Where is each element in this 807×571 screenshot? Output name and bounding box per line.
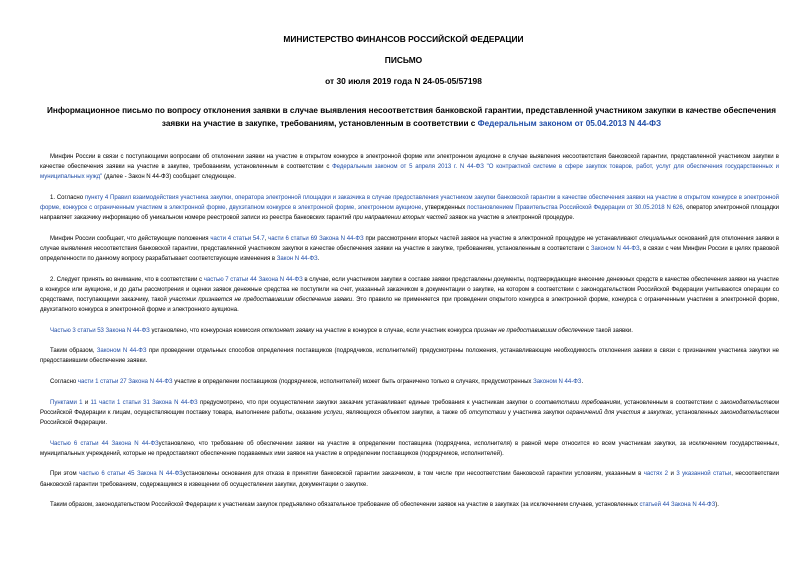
text-run: ,: [264, 235, 269, 242]
paragraph-6: [40, 377, 779, 387]
emphasis: услуги: [323, 409, 343, 416]
text-run: такой заявки.: [593, 327, 633, 334]
text-run: установлено, что конкурсная комиссия: [149, 327, 262, 334]
text-run: у участника закупки: [505, 409, 567, 416]
text-run: Таким образом,: [50, 348, 97, 355]
text-run: (далее - Закон N 44-ФЗ) сообщает следующее.: [102, 174, 236, 181]
text-run: . Это правило не применяется при проведении открытого конкурса в электронной форме, конкурса с ограниченным участием в электронной форме, двухэтапного конкурса в электронной форме и электронного аукциона.: [40, 296, 779, 313]
text-run: Российской Федерации.: [40, 419, 108, 426]
paragraph-7: [40, 398, 779, 428]
text-run: .: [317, 255, 320, 262]
points-1-link[interactable]: Пунктами 1: [50, 399, 83, 406]
text-run: 2. Следует принять во внимание, что в соответствии с: [50, 276, 204, 283]
text-run: Минфин России в связи с поступающими вопросами об отклонении заявки на участие в открытом конкурсе в электронной форме или электронном аукционе в случае выявления несоответствия банковской гарантии, представленной участником закупки в качестве обеспечения заявки на участие в закупке, требованиям, установленным в соответствии с: [40, 154, 779, 171]
emphasis: специальных: [639, 235, 677, 242]
text-run: Таким образом, законодательством Российской Федерации к участникам закупок предъявлено обязательное требование об обеспечении заявок на участие в закупках (за исключением случаев, установленных: [50, 502, 640, 509]
law-link[interactable]: Законом N 44-ФЗ: [533, 379, 582, 386]
emphasis: ограничений для участия в закупках: [566, 409, 672, 416]
paragraph-3: [40, 275, 779, 315]
text-run: 1. Согласно: [50, 194, 85, 201]
emphasis: признан не предоставившим обеспечение: [473, 327, 594, 334]
text-run: в случае, если участником закупки в составе заявки представлены документы, подтверждающие внесение денежных средств в качестве обеспечения заявки на участие в конкурсе или аукционе, и до даты рассмотрения и оценки заявок денежные средства не поступили на счет, указанный заказчиком в документации о закупке, на котором в соответствии с законодательством Российской Федерации учитываются операции со средствами, поступающими заказчику, такой: [40, 276, 780, 303]
article-54-7-link[interactable]: части 4 статьи 54.7: [210, 235, 265, 242]
text-run: Российской Федерации к лицам, осуществляющим поставку товара, выполнение работы, оказание: [40, 409, 324, 416]
title-law-link[interactable]: Федеральным законом от 05.04.2013 N 44-ФЗ: [477, 119, 662, 128]
text-run: , утвержденных: [421, 204, 468, 211]
text-run: установлено, что требование об обеспечении заявки на участие в определении поставщика (подрядчика, исполнителя) в равной мере относится ко всем участникам закупки, за исключением государственных, муниципальных учреждений, которые не предоставляют обеспечение подаваемых ими заявок на участие в определении поставщиков (подрядчиков, исполнителей).: [40, 440, 779, 457]
document-body: [40, 152, 779, 521]
paragraph-9: [40, 469, 779, 489]
article-31-link[interactable]: 11 части 1 статьи 31 Закона N 44-ФЗ: [90, 399, 198, 406]
article-27-link[interactable]: части 1 статьи 27 Закона N 44-ФЗ: [77, 379, 173, 386]
text-run: участие в определении поставщиков (подрядчиков, исполнителей) может быть ограничено только в случаях, предусмотренных: [172, 379, 534, 386]
text-run: и: [668, 471, 677, 478]
paragraph-1: [40, 193, 779, 223]
text-run: при проведении отдельных способов определения поставщиков (подрядчиков, исполнителей) предусмотрены положения, устанавливающие необходимость отклонения заявки в связи с признанием участника закупки не предоставившим обеспечение заявки.: [40, 348, 779, 365]
law-44fz-link[interactable]: Федеральным законом от 5 апреля 2013 г. N 44-ФЗ "О контрактной системе в сфере закупок товаров, работ, услуг для обеспечения государственных и муниципальных нужд": [40, 164, 779, 181]
emphasis: законодательством: [720, 409, 779, 416]
paragraph-8: [40, 439, 779, 459]
text-run: при рассмотрении вторых частей заявок на участие в электронной процедуре не устанавливают: [363, 235, 640, 242]
emphasis: соответствии требованиям: [535, 399, 621, 406]
text-run: .: [581, 379, 584, 386]
article-44-link[interactable]: статьей 44 Закона N 44-ФЗ: [639, 502, 716, 509]
document-title: [40, 104, 783, 130]
part-3-link[interactable]: 3 указанной статьи: [676, 471, 732, 478]
document-title-text: Информационное письмо по вопросу отклонения заявки в случае выявления несоответствия банковской гарантии, представленной участником закупки в качестве обеспечения заявки на участие в закупке, требованиям, установленным в соответствии с: [47, 106, 776, 128]
text-run: , в связи с чем Минфин России в целях правовой определенности по данному вопросу разрабатывает соответствующие изменения в: [40, 245, 779, 262]
emphasis: отклоняет заявку: [261, 327, 315, 334]
text-run: , оператор электронной площадки направляет заказчику информацию об уникальном номере реестровой записи из реестра банковских гарантий: [40, 204, 779, 222]
article-45-link[interactable]: частью 6 статьи 45 Закона N 44-ФЗ: [79, 471, 183, 478]
document-date: от 30 июля 2019 года N 24-05-05/57198: [325, 76, 482, 86]
text-run: При этом: [50, 471, 80, 478]
law-link[interactable]: Законом N 44-ФЗ: [590, 245, 640, 252]
text-run: на участие в конкурсе в случае, если участник конкурса: [314, 327, 474, 334]
article-53-link[interactable]: Частью 3 статьи 53 Закона N 44-ФЗ: [50, 327, 150, 334]
text-run: Согласно: [50, 379, 78, 386]
law-link[interactable]: Закон N 44-ФЗ: [276, 255, 318, 262]
resolution-626-link[interactable]: постановлением Правительства Российской Федерации от 30.05.2018 N 626: [467, 204, 683, 211]
paragraph-5: [40, 346, 779, 366]
text-run: заявок на участие в электронной процедуре.: [447, 215, 575, 222]
ministry-name: МИНИСТЕРСТВО ФИНАНСОВ РОССИЙСКОЙ ФЕДЕРАЦИИ: [283, 34, 524, 44]
article-44-part-7-link[interactable]: частью 7 статьи 44 Закона N 44-ФЗ: [203, 276, 303, 283]
paragraph-2: [40, 234, 779, 264]
law-link[interactable]: Законом N 44-ФЗ: [96, 348, 147, 355]
paragraph-10: [40, 500, 779, 510]
text-run: установлены основания для отказа в принятии банковской гарантии заказчиком, в том числе при несоответствии банковской гарантии условиям, указанным в: [182, 471, 644, 478]
parts-2-link[interactable]: частях 2: [643, 471, 669, 478]
rules-point-4-link[interactable]: пункту 4 Правил взаимодействия участника закупки, оператора электронной площадки и заказчика в случае предоставления участником закупки банковской гарантии в качестве обеспечения заявки на участие в открытом конкурсе в электронной форме, конкурсе с ограниченным участием в электронной форме, двухэтапном конкурсе в электронной форме, электронном аукционе: [40, 194, 779, 211]
text-run: , несоответствии банковской гарантии требованиям, содержащимся в извещении об осуществлении закупки, документации о закупке.: [40, 471, 779, 488]
article-44-part-6-link[interactable]: Частью 6 статьи 44 Закона N 44-ФЗ: [50, 440, 159, 447]
text-run: , установленным в соответствии с: [620, 399, 721, 406]
emphasis: при направлении вторых частей: [352, 215, 448, 222]
emphasis: участник признается не предоставившим обеспечение заявки: [169, 296, 353, 303]
document-kind: ПИСЬМО: [384, 55, 423, 65]
text-run: предусмотрено, что при осуществлении закупки заказчик устанавливает единые требования к участникам закупки о: [197, 399, 536, 406]
text-run: оснований для отклонения заявки в случае выявления несоответствия банковской гарантии, представленной участником закупки в качестве обеспечения заявки на участие в закупке, требованиям, установленным в соответствии с: [40, 235, 780, 252]
paragraph-intro: [40, 152, 779, 182]
emphasis: отсутствии: [468, 409, 506, 416]
text-run: , являющихся объектом закупки, а также об: [342, 409, 469, 416]
article-69-link[interactable]: части 6 статьи 69 Закона N 44-ФЗ: [268, 235, 364, 242]
text-run: Минфин России сообщает, что действующие положения: [50, 235, 211, 242]
text-run: ).: [715, 502, 719, 509]
text-run: , установленных: [671, 409, 721, 416]
text-run: и: [82, 399, 91, 406]
emphasis: законодательством: [720, 399, 779, 406]
paragraph-4: [40, 326, 779, 336]
